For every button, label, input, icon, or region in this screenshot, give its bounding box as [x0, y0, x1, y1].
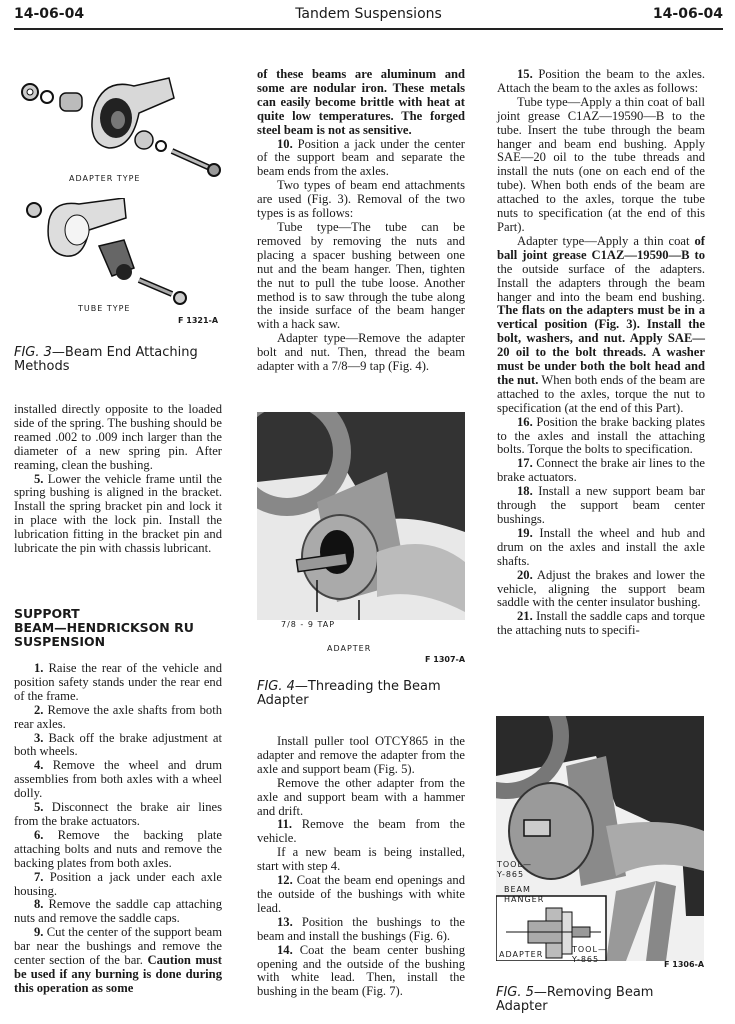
page-number-left: 14-06-04	[14, 6, 85, 22]
header-rule	[14, 28, 723, 30]
step-paragraph	[497, 569, 705, 611]
step-number: 15.	[517, 67, 533, 81]
step-paragraph	[497, 610, 705, 638]
step-number: 13.	[277, 914, 293, 929]
page-header	[14, 6, 723, 28]
step-number: 17.	[517, 456, 533, 471]
fig4-caption-text: —Threading the Beam Adapter	[257, 679, 441, 708]
section-heading-line: SUPPORT	[14, 606, 80, 621]
step-paragraph	[14, 704, 222, 732]
caution-continued	[257, 68, 465, 138]
step-number: 16.	[517, 414, 533, 429]
step-paragraph	[14, 732, 222, 760]
step-text: Position the beam to the axles. Attach the beam to the axles as follows:	[497, 67, 705, 95]
adapter-paragraph	[497, 235, 705, 416]
paragraph: Tube type—The tube can be removed by removing the nuts and placing a spacer bushing between one nut and the beam hanger. Then, tighten the nut to pull the tube loose. Another method is to saw through the tube along the inside surface of the beam hanger with a hack saw.	[257, 219, 465, 332]
fig5-tool-label-inset	[572, 945, 607, 965]
column-2-lower	[257, 735, 465, 999]
fig5-caption	[496, 986, 696, 1014]
text: the outside surface of the adapters. Install the adapters through the beam hanger and into the beam end bushing.	[497, 261, 705, 304]
label-line: HANGER	[504, 895, 545, 904]
step-number: 8.	[34, 897, 44, 912]
step-paragraph	[14, 898, 222, 926]
step-text: Cut the center of the support beam bar near the bushings and remove the center section of the bar.	[14, 925, 222, 968]
step-paragraph	[14, 662, 222, 704]
section-heading-line: SUSPENSION	[14, 634, 106, 649]
step-text: Remove the beam from the vehicle.	[257, 817, 465, 846]
fig5-caption-prefix: FIG. 5	[496, 985, 534, 1000]
step-number: 20.	[517, 567, 533, 582]
step-number: 4.	[34, 758, 44, 773]
fig5-caption-text: —Removing Beam Adapter	[496, 985, 654, 1014]
step-text: Coat the beam center bushing opening and the outside of the bushing with white lead. Then, install the bushing in the beam (Fig. 7).	[257, 942, 465, 999]
step-number: 18.	[517, 484, 533, 499]
paragraph: Tube type—Apply a thin coat of ball joint grease C1AZ—19590—B to the tube. Insert the tube through the beam hanger and beam end bushing. Apply SAE—20 oil to the tube threads and install the nuts (one on each end of the tube). When both ends of the beam are attached to the axles, torque the tube nuts to specification (at the end of this Part).	[497, 94, 705, 234]
step-number: 19.	[517, 525, 533, 540]
step-number: 3.	[34, 730, 44, 745]
step-paragraph	[14, 926, 222, 996]
section-heading-line: BEAM—HENDRICKSON RU	[14, 620, 194, 635]
step-number: 12.	[277, 873, 293, 888]
step-paragraph	[497, 457, 705, 485]
step-number: 2.	[34, 702, 44, 717]
step-text: Position the brake backing plates to the axles and install the attaching bolts. Torque the bolts to specification.	[497, 414, 705, 457]
step-text: Disconnect the brake air lines from the brake actuators.	[14, 800, 222, 828]
step-11-paragraph	[257, 818, 465, 846]
step-text: Position a jack under each axle housing.	[14, 869, 222, 898]
fig4-code: F 1307-A	[425, 655, 466, 664]
step-text: Back off the brake adjustment at both wheels.	[14, 730, 222, 759]
fig3-adapter-type-label: ADAPTER TYPE	[69, 174, 141, 183]
page-number-right: 14-06-04	[652, 6, 723, 22]
fig3-tube-type-label: TUBE TYPE	[78, 304, 131, 313]
text: Adapter type—Apply a thin coat	[517, 233, 695, 248]
fig5-code: F 1306-A	[664, 960, 705, 969]
paragraph: Adapter type—Remove the adapter bolt and nut. Then, thread the beam adapter with a 7/8—9 tap (Fig. 4).	[257, 331, 465, 374]
fig3-caption-prefix: FIG. 3	[14, 345, 52, 360]
paragraph: installed directly opposite to the loaded side of the spring. The bushing should be reamed .002 to .009 inch larger than the diameter of a new spring pin. After reaming, clean the bushing.	[14, 402, 222, 472]
bold-text: The flats on the adapters must be in a vertical position (Fig. 3). Install the bolt, washers, and nut. Apply SAE—20 oil to the bolt threads. A washer must be under both the bolt head and the nut.	[497, 303, 705, 387]
step-text: Position the bushings to the beam and install the bushings (Fig. 6).	[257, 914, 465, 943]
fig4-caption-prefix: FIG. 4	[257, 679, 295, 694]
fig3-illustration	[14, 68, 224, 328]
fig4-adapter-label: ADAPTER	[327, 644, 372, 653]
fig3-caption	[14, 346, 214, 374]
step-number: 1.	[34, 661, 44, 675]
column-1-upper	[14, 403, 222, 556]
paragraph: Install puller tool OTCY865 in the adapter and remove the adapter from the axle and support beam (Fig. 5).	[257, 734, 465, 776]
label-line: Y-865	[497, 870, 525, 879]
step-paragraph	[497, 416, 705, 458]
step-text: Remove the wheel and drum assemblies from both axles with a wheel dolly.	[14, 758, 222, 801]
step-text: Install a new support beam bar through the support beam center bushings.	[497, 484, 705, 526]
fig3-caption-text: —Beam End Attaching Methods	[14, 345, 198, 374]
fig3-code: F 1321-A	[178, 316, 219, 325]
step-5-paragraph	[14, 473, 222, 556]
fig4-caption	[257, 680, 457, 708]
step-14-paragraph	[257, 944, 465, 1000]
step-number: 21.	[517, 609, 533, 624]
step-text: Install the wheel and hub and drum on the axles and install the axle shafts.	[497, 525, 705, 568]
step-number: 9.	[34, 925, 44, 940]
step-paragraph	[14, 829, 222, 871]
page-title: Tandem Suspensions	[295, 6, 442, 22]
label-line: TOOL—	[572, 945, 607, 954]
step-paragraph	[497, 485, 705, 527]
step-number: 11.	[277, 817, 293, 832]
step-paragraph	[14, 871, 222, 899]
step-number: 10.	[277, 136, 293, 151]
column-3	[497, 68, 705, 638]
step-number: 7.	[34, 869, 44, 884]
fig4-tap-label: 7/8 - 9 TAP	[281, 620, 336, 629]
step-text: Connect the brake air lines to the brake actuators.	[497, 456, 705, 485]
text: When both ends of the beam are attached to the axles, torque the nut to specification (at the end of this Part).	[497, 372, 705, 415]
caution-text: of these beams are aluminum and some are nodular iron. These metals can easily become brittle with heat at quite low temperatures. The forged steel beam is not as sensitive.	[257, 67, 465, 137]
step-number: 14.	[277, 942, 293, 957]
step-number: 5.	[34, 800, 44, 815]
step-12-paragraph	[257, 874, 465, 916]
fig4-photo	[257, 412, 465, 620]
label-line: Y-865	[572, 955, 600, 964]
step-paragraph	[497, 527, 705, 569]
step-text: Position a jack under the center of the support beam and separate the beam ends from the axles.	[257, 136, 465, 179]
step-15-paragraph	[497, 68, 705, 96]
tube-type-drawing	[14, 198, 224, 318]
fig4-drawing	[257, 412, 465, 620]
paragraph: If a new beam is being installed, start with step 4.	[257, 845, 465, 874]
step-text: Raise the rear of the vehicle and position safety stands under the rear end of the frame.	[14, 661, 222, 703]
paragraph: Two types of beam end attachments are used (Fig. 3). Removal of the two types is as follows:	[257, 178, 465, 221]
step-text: Remove the axle shafts from both rear axles.	[14, 702, 222, 731]
section-heading	[14, 607, 194, 649]
step-13-paragraph	[257, 916, 465, 944]
step-paragraph	[14, 801, 222, 829]
step-text: Install the saddle caps and torque the attaching nuts to specifi-	[497, 609, 705, 638]
step-text: Remove the backing plate attaching bolts and nuts and remove the backing plates from both axles.	[14, 827, 222, 870]
label-line: BEAM	[504, 885, 531, 894]
column-2-upper	[257, 68, 465, 374]
fig5-photo	[496, 716, 704, 961]
step-10-paragraph	[257, 138, 465, 180]
fig5-tool-label-top	[497, 860, 532, 880]
step-text: Coat the beam end openings and the outside of the bushings with white lead.	[257, 873, 465, 915]
label-line: TOOL—	[497, 860, 532, 869]
fig5-adapter-label: ADAPTER	[499, 950, 544, 959]
fig5-drawing	[496, 716, 704, 961]
fig5-beam-hanger-label	[504, 885, 544, 905]
step-number: 5.	[34, 471, 44, 486]
step-text: Remove the saddle cap attaching nuts and remove the saddle caps.	[14, 897, 222, 926]
step-text: Lower the vehicle frame until the spring bushing is aligned in the bracket. Install the spring bracket pin and lock it in place with the lock pin. Install the lubrication fitting in the bracket pin and lubricate the pin with chassis lubricant.	[14, 471, 222, 556]
step-paragraph	[14, 759, 222, 801]
column-1-lower	[14, 662, 222, 996]
bold-text: of ball joint grease C1AZ—19590—B to	[497, 233, 705, 262]
paragraph: Remove the other adapter from the axle and support beam with a hammer and drift.	[257, 775, 465, 818]
caution-text: Caution must be used if any burning is done during this operation as some	[14, 953, 222, 995]
step-number: 6.	[34, 827, 44, 842]
step-text: Adjust the brakes and lower the vehicle, aligning the support beam saddle with the center insulator bushing.	[497, 567, 705, 610]
